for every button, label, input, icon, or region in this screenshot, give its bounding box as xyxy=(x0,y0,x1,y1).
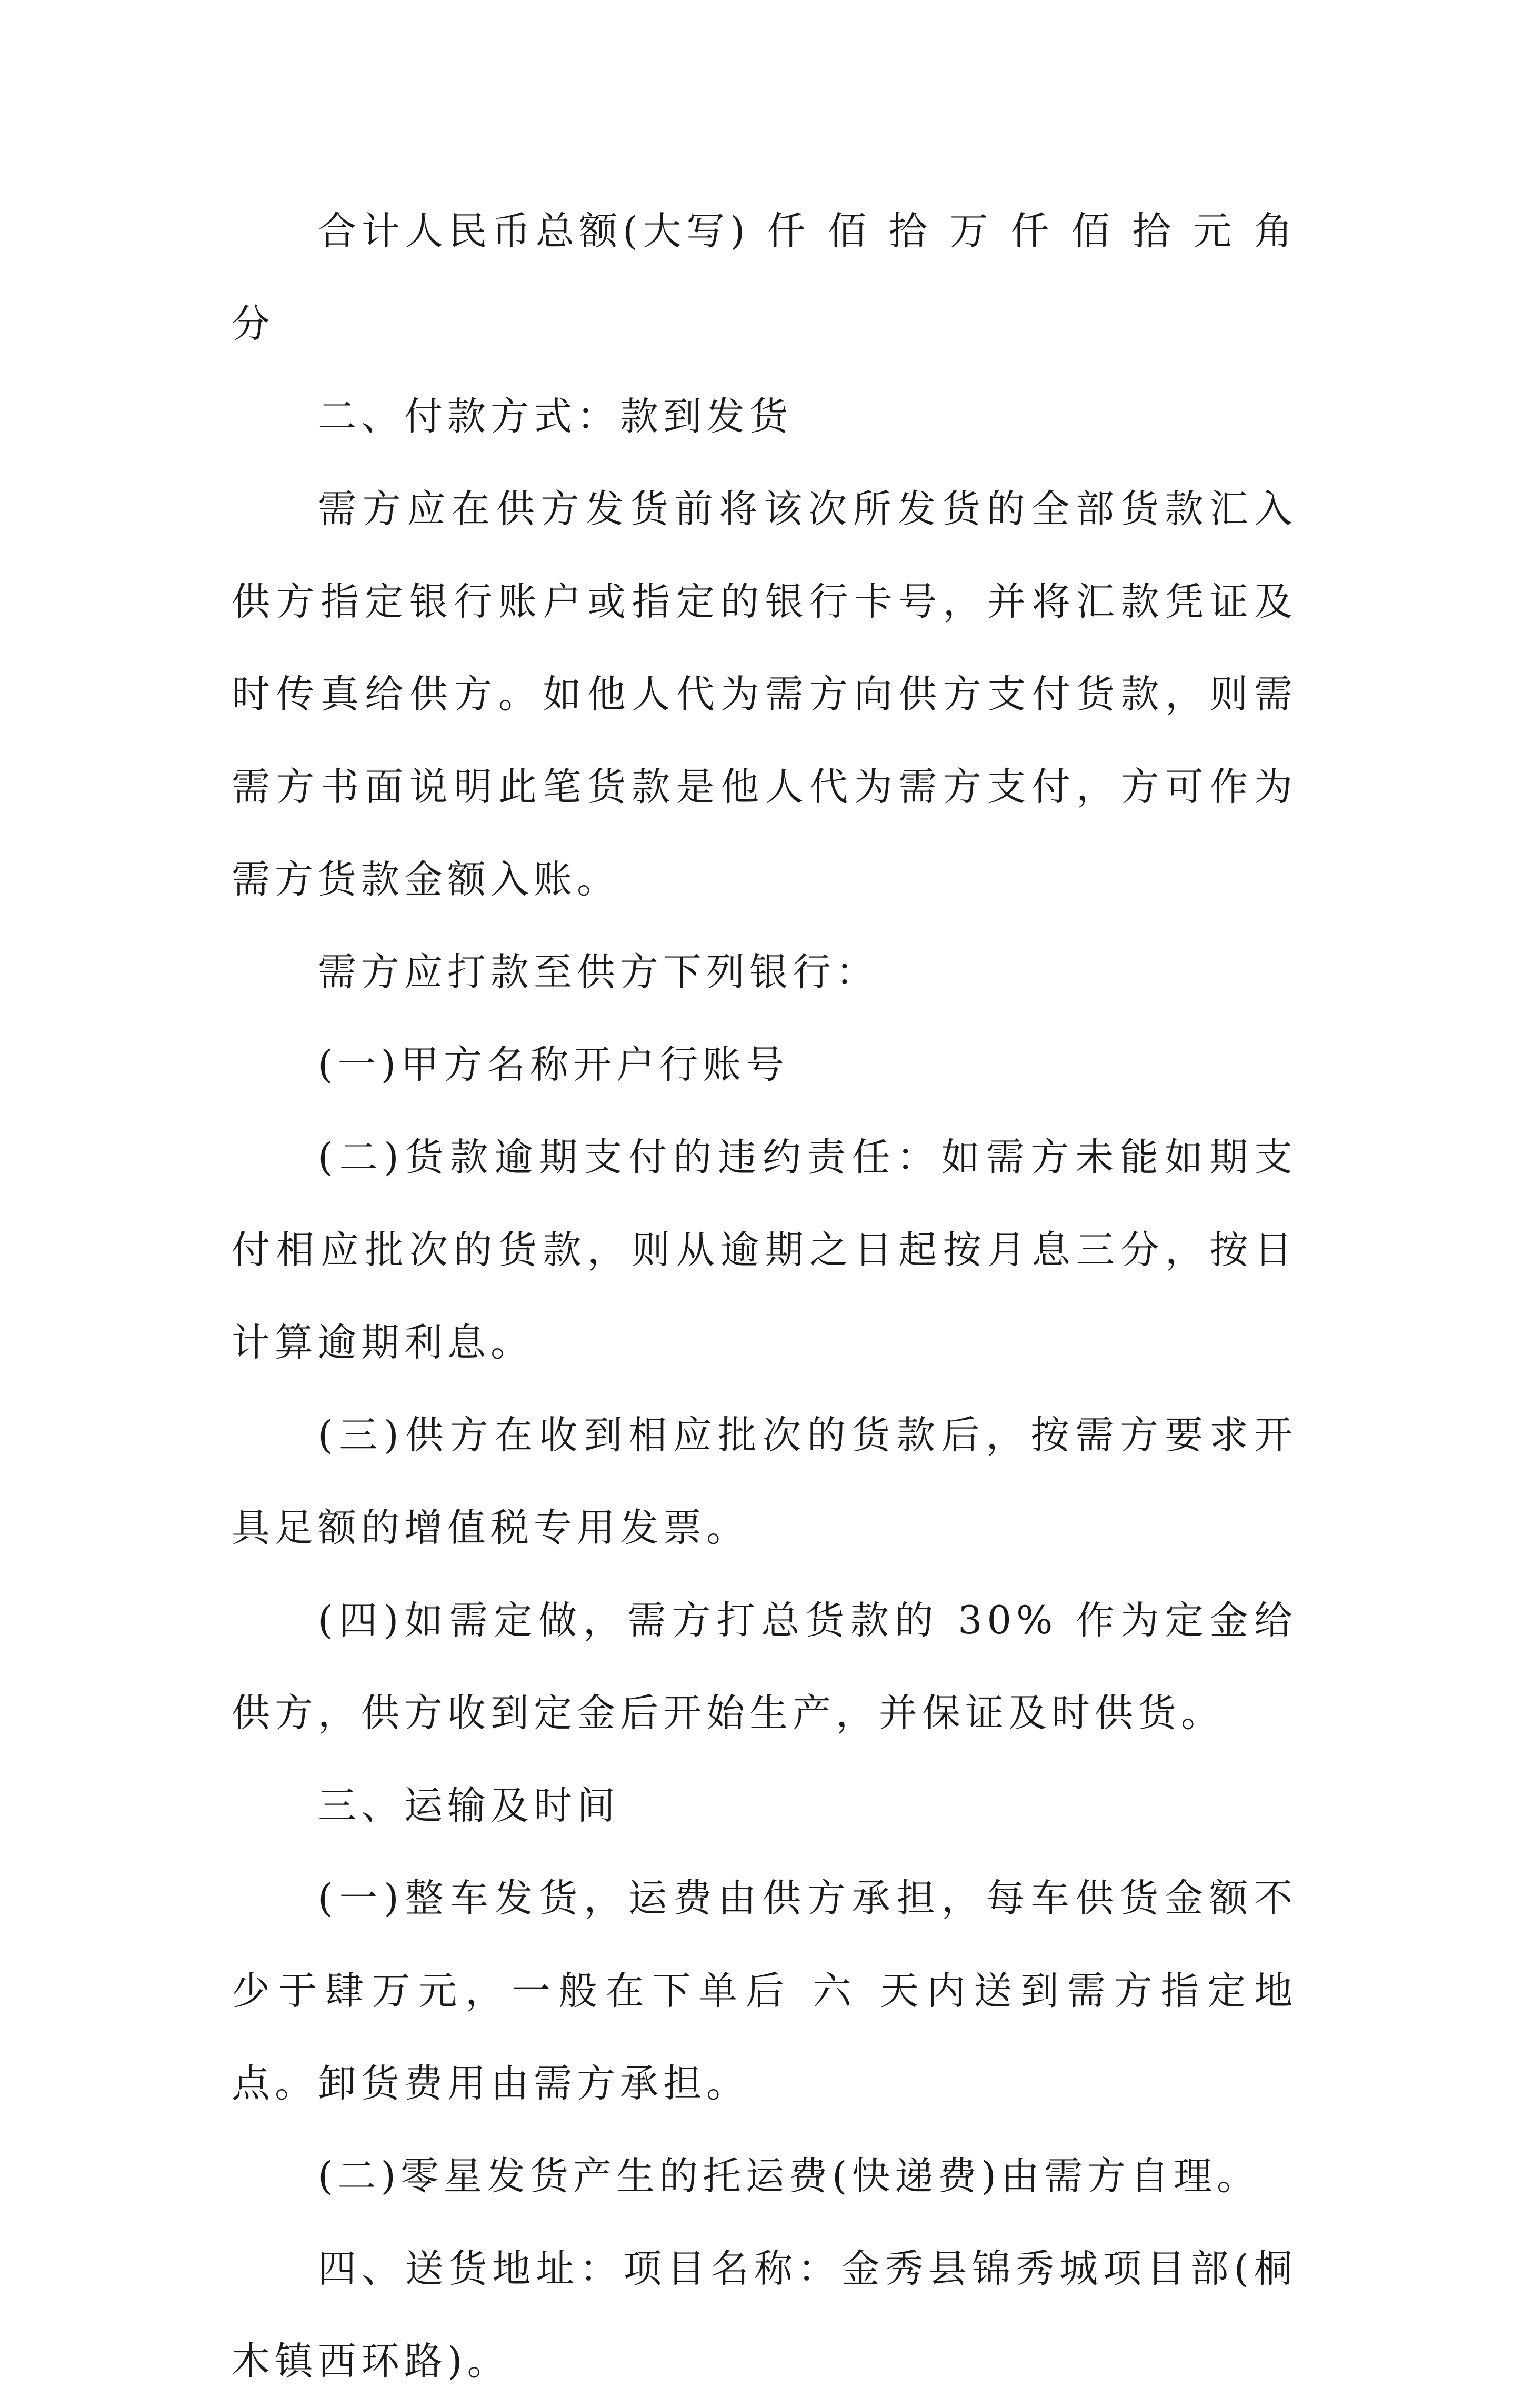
deposit-clause: (四)如需定做，需方打总货款的 30% 作为定金给供方，供方收到定金后开始生产，并保证及时供货。 xyxy=(232,1598,1297,1735)
late-payment-clause: (二)货款逾期支付的违约责任：如需方未能如期支付相应批次的货款，则从逾期之日起按月息三分，按日计算逾期利息。 xyxy=(232,1135,1297,1365)
payment-method-heading: 二、付款方式：款到发货 xyxy=(318,394,793,439)
bank-instruction-paragraph: 需方应打款至供方下列银行： xyxy=(318,950,879,995)
transport-heading: 三、运输及时间 xyxy=(318,1783,620,1828)
payment-terms-paragraph: 需方应在供方发货前将该次所发货的全部货款汇入供方指定银行账户或指定的银行卡号，并将汇款凭证及时传真给供方。如他人代为需方向供方支付货款，则需需方书面说明此笔货款是他人代为需方支付，方可作为需方货款金额入账。 xyxy=(232,487,1297,902)
document-body xyxy=(232,185,1297,2408)
total-amount-line: 合计人民币总额(大写) 仟 佰 拾 万 仟 佰 拾 元 角 分 xyxy=(232,209,1297,346)
invoice-clause: (三)供方在收到相应批次的货款后，按需方要求开具足额的增值税专用发票。 xyxy=(232,1413,1297,1550)
delivery-address-paragraph: 四、送货地址：项目名称：金秀县锦秀城项目部(桐木镇西环路)。 xyxy=(232,2246,1297,2384)
full-truck-delivery-clause: (一)整车发货，运费由供方承担，每车供货金额不少于肆万元，一般在下单后 六 天内送到需方指定地点。卸货费用由需方承担。 xyxy=(232,1876,1297,2106)
bank-account-item: (一)甲方名称开户行账号 xyxy=(318,1042,789,1087)
small-shipment-clause: (二)零星发货产生的托运费(快递费)由需方自理。 xyxy=(318,2154,1260,2199)
